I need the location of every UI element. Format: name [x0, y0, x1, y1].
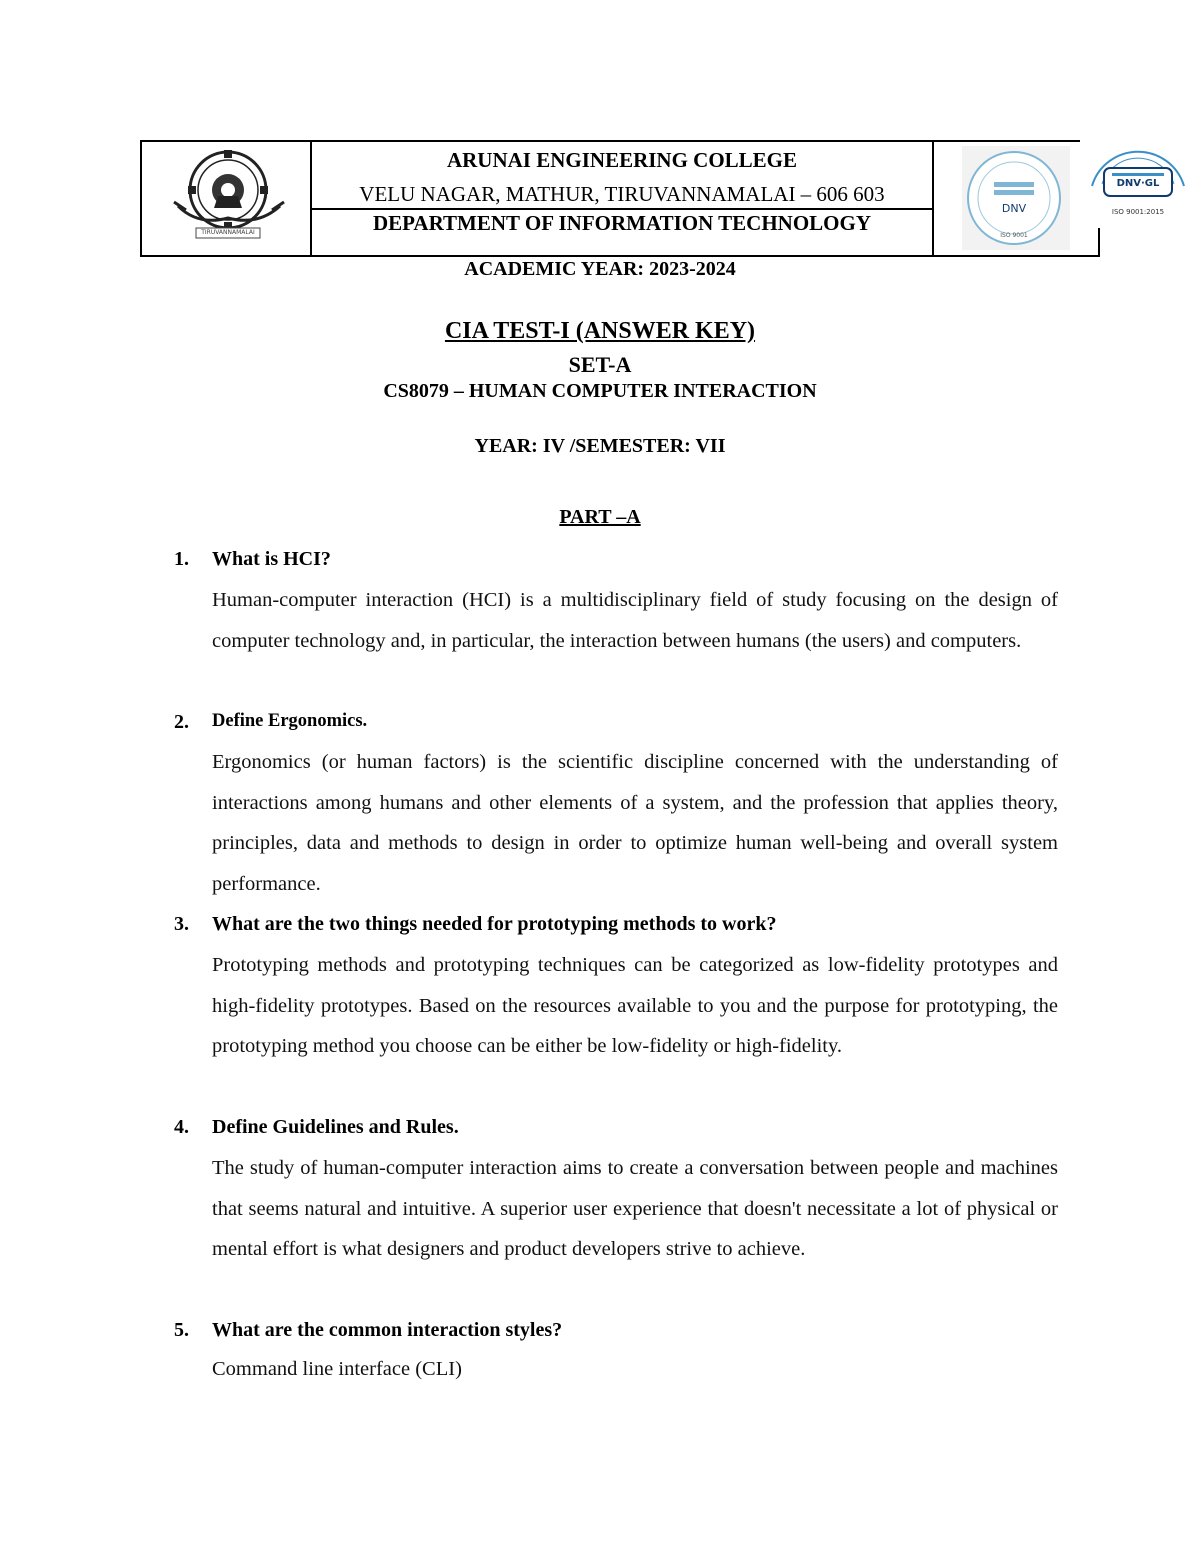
question-text: Define Ergonomics.	[212, 711, 368, 731]
question-number: 4.	[174, 1116, 189, 1138]
header-table-left-border	[140, 140, 142, 257]
answer-text: The study of human-computer interaction aims to create a conversation between people and machines that seems natural and intuitive. A superior user experience that doesn't necessitate a lot of physical or mental effort is what designers and product developers strive to achieve.	[212, 1157, 1058, 1261]
question-text: What are the common interaction styles?	[212, 1319, 563, 1341]
answer-text: Prototyping methods and prototyping techniques can be categorized as low-fidelity prototypes and high-fidelity prototypes. Based on the resources available to you and the purpose for prototyping, the prototyping method you choose can be either be low-fidelity or high-fidelity.	[212, 954, 1058, 1058]
college-logo	[170, 148, 288, 244]
question-text: What is HCI?	[212, 548, 331, 570]
header-table-bottom-border	[140, 255, 1100, 257]
academic-year: ACADEMIC YEAR: 2023-2024	[464, 258, 736, 280]
header-table-right-border	[1098, 228, 1100, 257]
dnv-gl-sub-label: ISO 9001:2015	[1111, 208, 1165, 216]
college-address: VELU NAGAR, MATHUR, TIRUVANNAMALAI – 606 603	[359, 182, 885, 206]
set-label: SET-A	[568, 352, 632, 377]
answer-text: Ergonomics (or human factors) is the scientific discipline concerned with the understanding of interactions among humans and other elements of a system, and the profession that applies theory, principles, data and methods to design in order to optimize human well-being and overall system performance.	[212, 751, 1058, 895]
answer-text: Command line interface (CLI)	[212, 1358, 462, 1380]
header-table-top-border	[140, 140, 1080, 142]
dnv-sub-label: ISO 9001	[1000, 232, 1028, 239]
department-name: DEPARTMENT OF INFORMATION TECHNOLOGY	[372, 211, 872, 235]
year-semester: YEAR: IV /SEMESTER: VII	[474, 435, 726, 457]
test-title: CIA TEST-I (ANSWER KEY)	[444, 318, 756, 344]
college-name: ARUNAI ENGINEERING COLLEGE	[446, 148, 798, 172]
header-divider-right	[932, 140, 934, 257]
question-number: 2.	[174, 711, 189, 733]
dnv-certification-badge	[962, 146, 1070, 250]
dnv-gl-label: DNV·GL	[1116, 178, 1160, 189]
logo-caption: TIRUVANNAMALAI	[201, 229, 255, 236]
question-number: 3.	[174, 913, 189, 935]
dnv-gl-certification-badge	[1082, 128, 1194, 224]
question-number: 5.	[174, 1319, 189, 1341]
header-inner-divider	[312, 208, 932, 210]
part-heading: PART –A	[559, 506, 641, 528]
answer-text: Human-computer interaction (HCI) is a multidisciplinary field of study focusing on the design of computer technology and, in particular, the interaction between humans (the users) and computers.	[212, 589, 1058, 652]
course-title: CS8079 – HUMAN COMPUTER INTERACTION	[383, 380, 817, 402]
question-text: Define Guidelines and Rules.	[212, 1116, 459, 1138]
dnv-label: DNV	[1001, 202, 1027, 215]
question-number: 1.	[174, 548, 189, 570]
question-text: What are the two things needed for prototyping methods to work?	[212, 913, 777, 935]
